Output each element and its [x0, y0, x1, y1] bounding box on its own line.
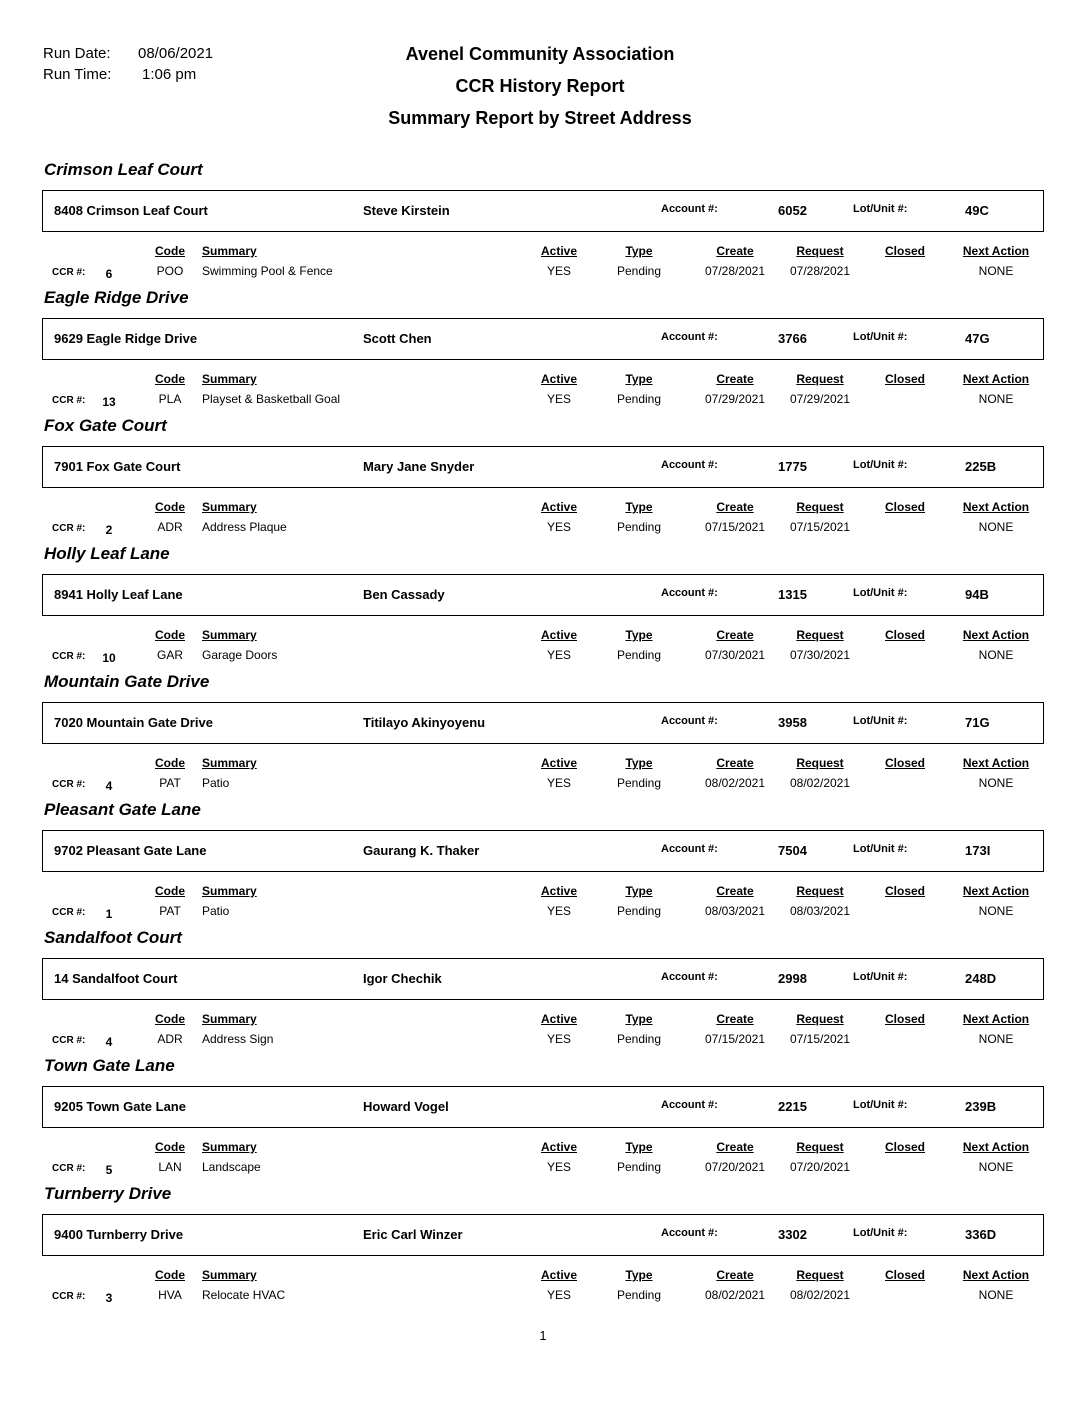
- ccr-column-headers: [0, 244, 1088, 264]
- ccr-row: [0, 1288, 1088, 1308]
- code-header: Code: [155, 1012, 185, 1026]
- ccr-label: CCR #:: [52, 1291, 86, 1302]
- lot-unit-number: 71G: [965, 715, 990, 730]
- closed-header: Closed: [884, 372, 926, 386]
- property-box: [42, 190, 1044, 232]
- type-header: Type: [625, 372, 653, 386]
- request-header: Request: [796, 756, 844, 770]
- create-header: Create: [716, 1140, 754, 1154]
- type-header: Type: [625, 884, 653, 898]
- summary-header: Summary: [202, 244, 257, 258]
- account-label: Account #:: [661, 971, 718, 983]
- owner-name: Eric Carl Winzer: [363, 1227, 463, 1242]
- property-box: [42, 958, 1044, 1000]
- street-heading: Turnberry Drive: [44, 1184, 172, 1203]
- type-header: Type: [625, 500, 653, 514]
- ccr-row: [0, 264, 1088, 284]
- code-value: PLA: [158, 392, 182, 406]
- create-header: Create: [716, 756, 754, 770]
- ccr-row: [0, 392, 1088, 412]
- create-date: 08/02/2021: [704, 1288, 766, 1302]
- ccr-label: CCR #:: [52, 779, 86, 790]
- request-header: Request: [796, 1140, 844, 1154]
- summary-header: Summary: [202, 500, 257, 514]
- ccr-row: [0, 1160, 1088, 1180]
- account-label: Account #:: [661, 715, 718, 727]
- ccr-label: CCR #:: [52, 651, 86, 662]
- create-date: 07/28/2021: [704, 264, 766, 278]
- ccr-number: 10: [102, 651, 116, 665]
- property-box: [42, 318, 1044, 360]
- lot-unit-label: Lot/Unit #:: [853, 843, 908, 855]
- summary-header: Summary: [202, 884, 257, 898]
- street-heading: Town Gate Lane: [44, 1056, 175, 1075]
- active-header: Active: [540, 1140, 578, 1154]
- code-header: Code: [155, 884, 185, 898]
- request-date: 07/28/2021: [789, 264, 851, 278]
- type-header: Type: [625, 628, 653, 642]
- ccr-row: [0, 904, 1088, 924]
- summary-value: Address Plaque: [202, 520, 287, 534]
- code-header: Code: [155, 1268, 185, 1282]
- type-value: Pending: [616, 1160, 662, 1174]
- type-value: Pending: [616, 904, 662, 918]
- next-action-value: NONE: [978, 264, 1014, 278]
- street-heading: Mountain Gate Drive: [44, 672, 210, 691]
- ccr-label: CCR #:: [52, 395, 86, 406]
- run-time-label: Run Time:: [43, 66, 112, 83]
- type-header: Type: [625, 756, 653, 770]
- active-header: Active: [540, 500, 578, 514]
- request-header: Request: [796, 1268, 844, 1282]
- ccr-number: 5: [105, 1163, 113, 1177]
- ccr-column-headers: [0, 1012, 1088, 1032]
- street-heading: Pleasant Gate Lane: [44, 800, 201, 819]
- request-date: 08/02/2021: [789, 776, 851, 790]
- request-header: Request: [796, 628, 844, 642]
- ccr-number: 3: [105, 1291, 113, 1305]
- type-value: Pending: [616, 776, 662, 790]
- lot-unit-number: 49C: [965, 203, 989, 218]
- run-date: 08/06/2021: [138, 45, 214, 62]
- code-value: HVA: [158, 1288, 182, 1302]
- create-date: 07/29/2021: [704, 392, 766, 406]
- code-header: Code: [155, 244, 185, 258]
- summary-header: Summary: [202, 1268, 257, 1282]
- active-header: Active: [540, 244, 578, 258]
- summary-value: Garage Doors: [202, 648, 278, 662]
- active-value: YES: [546, 904, 572, 918]
- create-date: 07/30/2021: [704, 648, 766, 662]
- request-date: 07/29/2021: [789, 392, 851, 406]
- summary-value: Swimming Pool & Fence: [202, 264, 333, 278]
- create-header: Create: [716, 372, 754, 386]
- closed-header: Closed: [884, 1012, 926, 1026]
- summary-header: Summary: [202, 628, 257, 642]
- ccr-label: CCR #:: [52, 1163, 86, 1174]
- account-number: 3766: [778, 331, 807, 346]
- property-address: 8408 Crimson Leaf Court: [54, 203, 208, 218]
- street-section: [0, 670, 1088, 798]
- type-value: Pending: [616, 520, 662, 534]
- request-header: Request: [796, 244, 844, 258]
- request-header: Request: [796, 1012, 844, 1026]
- street-heading: Crimson Leaf Court: [44, 160, 203, 179]
- report-sections: [0, 158, 1088, 1310]
- ccr-number: 13: [102, 395, 116, 409]
- next-action-value: NONE: [978, 904, 1014, 918]
- ccr-number: 6: [105, 267, 113, 281]
- code-header: Code: [155, 1140, 185, 1154]
- summary-value: Landscape: [202, 1160, 261, 1174]
- code-value: PAT: [159, 904, 181, 918]
- lot-unit-number: 248D: [965, 971, 997, 986]
- street-section: [0, 798, 1088, 926]
- create-header: Create: [716, 244, 754, 258]
- next-action-value: NONE: [978, 1288, 1014, 1302]
- summary-header: Summary: [202, 372, 257, 386]
- owner-name: Scott Chen: [363, 331, 432, 346]
- next-action-value: NONE: [978, 648, 1014, 662]
- next-action-value: NONE: [978, 1032, 1014, 1046]
- ccr-number: 1: [105, 907, 113, 921]
- code-header: Code: [155, 372, 185, 386]
- ccr-row: [0, 1032, 1088, 1052]
- active-value: YES: [546, 1160, 572, 1174]
- request-date: 07/30/2021: [789, 648, 851, 662]
- next-action-value: NONE: [978, 776, 1014, 790]
- account-label: Account #:: [661, 1099, 718, 1111]
- property-address: 9400 Turnberry Drive: [54, 1227, 184, 1242]
- lot-unit-label: Lot/Unit #:: [853, 1227, 908, 1239]
- next-action-header: Next Action: [962, 244, 1030, 258]
- closed-header: Closed: [884, 500, 926, 514]
- closed-header: Closed: [884, 1268, 926, 1282]
- ccr-column-headers: [0, 1140, 1088, 1160]
- type-header: Type: [625, 1268, 653, 1282]
- request-date: 07/20/2021: [789, 1160, 851, 1174]
- property-box: [42, 446, 1044, 488]
- account-number: 1775: [778, 459, 807, 474]
- owner-name: Titilayo Akinyoyenu: [363, 715, 486, 730]
- active-header: Active: [540, 884, 578, 898]
- summary-header: Summary: [202, 1012, 257, 1026]
- street-section: [0, 926, 1088, 1054]
- lot-unit-number: 173I: [965, 843, 991, 858]
- account-label: Account #:: [661, 459, 718, 471]
- lot-unit-number: 225B: [965, 459, 997, 474]
- ccr-column-headers: [0, 628, 1088, 648]
- create-date: 07/15/2021: [704, 1032, 766, 1046]
- owner-name: Mary Jane Snyder: [363, 459, 475, 474]
- property-address: 9205 Town Gate Lane: [54, 1099, 186, 1114]
- type-header: Type: [625, 1140, 653, 1154]
- code-value: ADR: [157, 1032, 183, 1046]
- next-action-value: NONE: [978, 520, 1014, 534]
- street-heading: Sandalfoot Court: [44, 928, 182, 947]
- owner-name: Igor Chechik: [363, 971, 442, 986]
- active-header: Active: [540, 372, 578, 386]
- property-address: 9629 Eagle Ridge Drive: [54, 331, 198, 346]
- ccr-label: CCR #:: [52, 907, 86, 918]
- account-number: 2998: [778, 971, 807, 986]
- create-date: 07/15/2021: [704, 520, 766, 534]
- summary-value: Relocate HVAC: [202, 1288, 286, 1302]
- closed-header: Closed: [884, 1140, 926, 1154]
- next-action-header: Next Action: [962, 884, 1030, 898]
- owner-name: Howard Vogel: [363, 1099, 449, 1114]
- account-number: 3958: [778, 715, 807, 730]
- account-label: Account #:: [661, 843, 718, 855]
- create-header: Create: [716, 1268, 754, 1282]
- active-value: YES: [546, 648, 572, 662]
- street-section: [0, 542, 1088, 670]
- ccr-number: 4: [105, 1035, 113, 1049]
- street-heading: Fox Gate Court: [44, 416, 167, 435]
- code-value: GAR: [156, 648, 184, 662]
- request-date: 08/02/2021: [789, 1288, 851, 1302]
- active-header: Active: [540, 756, 578, 770]
- active-header: Active: [540, 628, 578, 642]
- request-header: Request: [796, 372, 844, 386]
- property-address: 14 Sandalfoot Court: [54, 971, 178, 986]
- next-action-header: Next Action: [962, 500, 1030, 514]
- ccr-label: CCR #:: [52, 1035, 86, 1046]
- page-number: 1: [539, 1328, 547, 1343]
- ccr-column-headers: [0, 756, 1088, 776]
- summary-header: Summary: [202, 756, 257, 770]
- lot-unit-label: Lot/Unit #:: [853, 971, 908, 983]
- create-header: Create: [716, 884, 754, 898]
- lot-unit-label: Lot/Unit #:: [853, 587, 908, 599]
- summary-value: Patio: [202, 776, 230, 790]
- ccr-number: 4: [105, 779, 113, 793]
- request-date: 07/15/2021: [789, 520, 851, 534]
- lot-unit-label: Lot/Unit #:: [853, 715, 908, 727]
- create-date: 07/20/2021: [704, 1160, 766, 1174]
- active-value: YES: [546, 1032, 572, 1046]
- street-section: [0, 158, 1088, 286]
- run-time: 1:06 pm: [142, 66, 197, 83]
- next-action-header: Next Action: [962, 1268, 1030, 1282]
- account-number: 6052: [778, 203, 807, 218]
- ccr-number: 2: [105, 523, 113, 537]
- request-header: Request: [796, 884, 844, 898]
- active-value: YES: [546, 264, 572, 278]
- type-value: Pending: [616, 264, 662, 278]
- owner-name: Gaurang K. Thaker: [363, 843, 480, 858]
- next-action-value: NONE: [978, 1160, 1014, 1174]
- lot-unit-label: Lot/Unit #:: [853, 459, 908, 471]
- account-number: 1315: [778, 587, 807, 602]
- request-date: 07/15/2021: [789, 1032, 851, 1046]
- ccr-column-headers: [0, 1268, 1088, 1288]
- property-box: [42, 702, 1044, 744]
- type-value: Pending: [616, 392, 662, 406]
- ccr-label: CCR #:: [52, 267, 86, 278]
- active-value: YES: [546, 776, 572, 790]
- active-header: Active: [540, 1268, 578, 1282]
- street-heading: Holly Leaf Lane: [44, 544, 170, 563]
- street-section: [0, 414, 1088, 542]
- ccr-row: [0, 648, 1088, 668]
- summary-value: Playset & Basketball Goal: [202, 392, 341, 406]
- closed-header: Closed: [884, 628, 926, 642]
- property-box: [42, 1086, 1044, 1128]
- property-box: [42, 574, 1044, 616]
- code-header: Code: [155, 756, 185, 770]
- create-header: Create: [716, 628, 754, 642]
- lot-unit-label: Lot/Unit #:: [853, 331, 908, 343]
- code-value: ADR: [157, 520, 183, 534]
- type-value: Pending: [616, 648, 662, 662]
- account-number: 3302: [778, 1227, 807, 1242]
- type-header: Type: [625, 1012, 653, 1026]
- summary-value: Address Sign: [202, 1032, 274, 1046]
- owner-name: Ben Cassady: [363, 587, 445, 602]
- active-header: Active: [540, 1012, 578, 1026]
- code-value: POO: [156, 264, 184, 278]
- next-action-header: Next Action: [962, 1012, 1030, 1026]
- property-address: 7901 Fox Gate Court: [54, 459, 181, 474]
- active-value: YES: [546, 392, 572, 406]
- create-header: Create: [716, 500, 754, 514]
- report-title: CCR History Report: [455, 76, 625, 96]
- property-box: [42, 830, 1044, 872]
- account-number: 2215: [778, 1099, 807, 1114]
- street-heading: Eagle Ridge Drive: [44, 288, 189, 307]
- lot-unit-number: 47G: [965, 331, 990, 346]
- closed-header: Closed: [884, 884, 926, 898]
- type-value: Pending: [616, 1288, 662, 1302]
- run-date-label: Run Date:: [43, 45, 111, 62]
- create-header: Create: [716, 1012, 754, 1026]
- property-address: 7020 Mountain Gate Drive: [54, 715, 213, 730]
- code-header: Code: [155, 500, 185, 514]
- account-label: Account #:: [661, 587, 718, 599]
- summary-value: Patio: [202, 904, 230, 918]
- type-value: Pending: [616, 1032, 662, 1046]
- street-section: [0, 1182, 1088, 1310]
- closed-header: Closed: [884, 756, 926, 770]
- code-value: LAN: [158, 1160, 182, 1174]
- account-label: Account #:: [661, 1227, 718, 1239]
- next-action-header: Next Action: [962, 1140, 1030, 1154]
- next-action-header: Next Action: [962, 628, 1030, 642]
- ccr-column-headers: [0, 500, 1088, 520]
- code-value: PAT: [159, 776, 181, 790]
- type-header: Type: [625, 244, 653, 258]
- account-label: Account #:: [661, 331, 718, 343]
- next-action-header: Next Action: [962, 372, 1030, 386]
- ccr-column-headers: [0, 372, 1088, 392]
- request-date: 08/03/2021: [789, 904, 851, 918]
- create-date: 08/03/2021: [704, 904, 766, 918]
- ccr-label: CCR #:: [52, 523, 86, 534]
- active-value: YES: [546, 1288, 572, 1302]
- owner-name: Steve Kirstein: [363, 203, 450, 218]
- ccr-row: [0, 520, 1088, 540]
- account-label: Account #:: [661, 203, 718, 215]
- report-org-title: Avenel Community Association: [405, 44, 675, 64]
- street-section: [0, 286, 1088, 414]
- property-address: 8941 Holly Leaf Lane: [54, 587, 183, 602]
- closed-header: Closed: [884, 244, 926, 258]
- report-subtitle: Summary Report by Street Address: [388, 108, 692, 128]
- property-box: [42, 1214, 1044, 1256]
- lot-unit-label: Lot/Unit #:: [853, 1099, 908, 1111]
- active-value: YES: [546, 520, 572, 534]
- create-date: 08/02/2021: [704, 776, 766, 790]
- lot-unit-number: 94B: [965, 587, 989, 602]
- request-header: Request: [796, 500, 844, 514]
- code-header: Code: [155, 628, 185, 642]
- ccr-column-headers: [0, 884, 1088, 904]
- ccr-row: [0, 776, 1088, 796]
- lot-unit-number: 239B: [965, 1099, 997, 1114]
- next-action-header: Next Action: [962, 756, 1030, 770]
- lot-unit-number: 336D: [965, 1227, 997, 1242]
- summary-header: Summary: [202, 1140, 257, 1154]
- account-number: 7504: [778, 843, 807, 858]
- lot-unit-label: Lot/Unit #:: [853, 203, 908, 215]
- street-section: [0, 1054, 1088, 1182]
- property-address: 9702 Pleasant Gate Lane: [54, 843, 207, 858]
- next-action-value: NONE: [978, 392, 1014, 406]
